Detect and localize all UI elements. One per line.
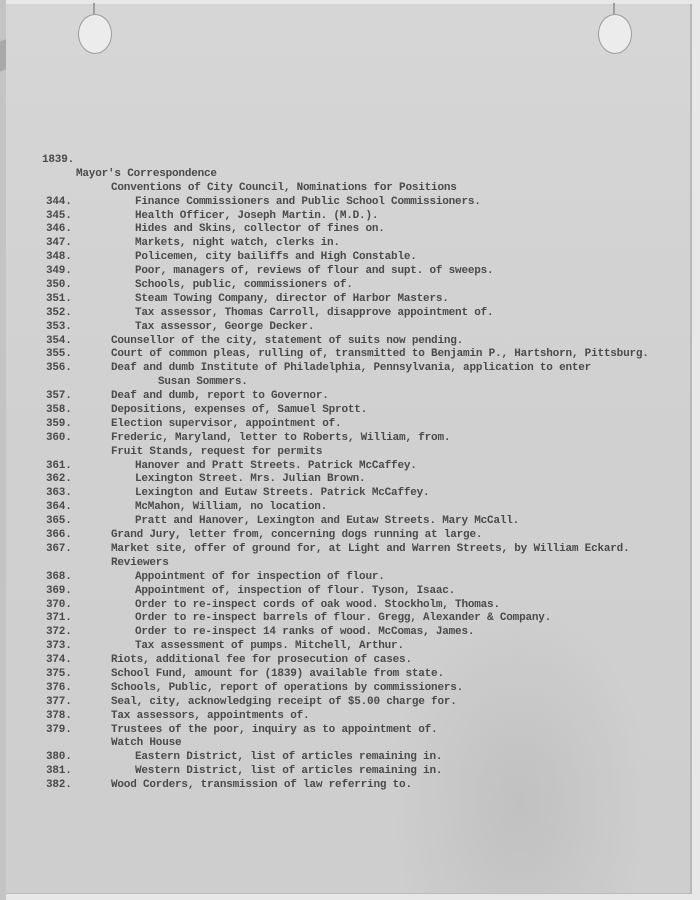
document-year: 1839. [42,154,75,166]
entry-text: Conventions of City Council, Nominations for Positions [111,181,457,194]
entry-line [0,779,700,793]
entry-text: Susan Sommers. [158,376,248,389]
entry-line [0,626,700,640]
entry-line [0,765,700,779]
entry-text: Reviewers [111,556,169,569]
entry-number: 346. [46,223,72,236]
entry-line [0,473,700,487]
entry-text: Wood Corders, transmission of law referring to. [111,779,412,792]
entry-number: 373. [46,640,72,653]
entry-number: 374. [46,654,72,667]
entry-text: Counsellor of the city, statement of suits now pending. [111,334,464,347]
entry-line [0,654,700,668]
entry-text: Hides and Skins, collector of fines on. [135,223,385,236]
entry-number: 366. [46,529,72,542]
entry-text: Depositions, expenses of, Samuel Sprott. [111,404,368,417]
entry-line [0,543,700,557]
entry-text: Market site, offer of ground for, at Light and Warren Streets, by William Eckard. [111,542,630,555]
entry-line [0,612,700,626]
entry-number: 379. [46,723,72,736]
entry-line [0,390,700,404]
entry-text: Seal, city, acknowledging receipt of $5.00 charge for. [111,695,457,708]
entry-number: 370. [46,598,72,611]
entry-number: 378. [46,709,72,722]
entry-line [0,571,700,585]
entry-text: Schools, public, commissioners of. [135,279,353,292]
entry-text: Tax assessor, Thomas Carroll, disapprove appointment of. [135,306,494,319]
entry-line [0,640,700,654]
entry-text: Tax assessor, George Decker. [135,320,315,333]
entry-number: 381. [46,765,72,778]
entry-text: Poor, managers of, reviews of flour and supt. of sweeps. [135,265,494,278]
entry-text: Western District, list of articles remaining in. [135,765,443,778]
section-title-line [0,168,700,182]
entry-text: Steam Towing Company, director of Harbor Masters. [135,292,449,305]
entry-text: Fruit Stands, request for permits [111,445,323,458]
entry-number: 365. [46,515,72,528]
entry-text: School Fund, amount for (1839) available from state. [111,667,444,680]
entry-line [0,710,700,724]
entry-line [0,682,700,696]
entry-line [0,376,700,390]
entry-text: Policemen, city bailiffs and High Constable. [135,251,417,264]
entry-number: 345. [46,209,72,222]
entry-text: Order to re-inspect barrels of flour. Gregg, Alexander & Company. [135,612,552,625]
entry-line [0,348,700,362]
entry-line [0,529,700,543]
entry-text: Election supervisor, appointment of. [111,417,342,430]
entry-text: Markets, night watch, clerks in. [135,237,340,250]
entry-line [0,265,700,279]
entry-number: 353. [46,320,72,333]
entry-text: Watch House [111,737,182,750]
entry-number: 355. [46,348,72,361]
entry-number: 348. [46,251,72,264]
entry-line [0,501,700,515]
entry-number: 354. [46,334,72,347]
entry-text: Deaf and dumb Institute of Philadelphia, Pennsylvania, application to enter [111,362,592,375]
entry-text: Tax assessment of pumps. Mitchell, Arthur. [135,640,404,653]
entry-line [0,404,700,418]
entry-number: 350. [46,279,72,292]
entry-number: 352. [46,306,72,319]
entry-line [0,223,700,237]
entry-text: Court of common pleas, rulling of, transmitted to Benjamin P., Hartshorn, Pittsburg. [111,348,649,361]
entry-line [0,585,700,599]
entry-line [0,515,700,529]
entry-text: Eastern District, list of articles remaining in. [135,751,443,764]
entry-number: 351. [46,292,72,305]
document-body [0,154,700,793]
entry-line [0,362,700,376]
entry-number: 363. [46,487,72,500]
entry-line [0,307,700,321]
entry-line [0,460,700,474]
entry-text: Trustees of the poor, inquiry as to appointment of. [111,723,438,736]
entry-line [0,251,700,265]
entry-text: Appointment of, inspection of flour. Tyson, Isaac. [135,584,456,597]
entry-list [0,182,700,793]
entry-line [0,418,700,432]
entry-number: 360. [46,431,72,444]
year-line [0,154,700,168]
entry-text: Tax assessors, appointments of. [111,709,310,722]
entry-text: Appointment of for inspection of flour. [135,570,385,583]
entry-number: 364. [46,501,72,514]
entry-number: 361. [46,459,72,472]
entry-line [0,751,700,765]
entry-number: 367. [46,542,72,555]
entry-number: 344. [46,195,72,208]
entry-text: Frederic, Maryland, letter to Roberts, William, from. [111,431,451,444]
entry-text: Hanover and Pratt Streets. Patrick McCaffey. [135,459,417,472]
entry-number: 356. [46,362,72,375]
punch-hole-right [598,14,632,54]
entry-number: 369. [46,584,72,597]
entry-number: 372. [46,626,72,639]
entry-line [0,321,700,335]
entry-line [0,557,700,571]
entry-text: Lexington and Eutaw Streets. Patrick McCaffey. [135,487,430,500]
entry-line [0,668,700,682]
entry-text: Health Officer, Joseph Martin. (M.D.). [135,209,379,222]
entry-text: Order to re-inspect cords of oak wood. Stockholm, Thomas. [135,598,500,611]
entry-line [0,293,700,307]
section-title: Mayor's Correspondence [76,167,217,180]
entry-number: 380. [46,751,72,764]
punch-hole-left [78,14,112,54]
entry-line [0,210,700,224]
entry-line [0,487,700,501]
entry-line [0,737,700,751]
entry-text: Schools, Public, report of operations by commissioners. [111,681,464,694]
entry-text: Order to re-inspect 14 ranks of wood. McComas, James. [135,626,475,639]
entry-number: 358. [46,404,72,417]
entry-number: 347. [46,237,72,250]
entry-text: Finance Commissioners and Public School Commissioners. [135,195,481,208]
entry-number: 349. [46,265,72,278]
entry-number: 359. [46,417,72,430]
entry-line [0,432,700,446]
entry-number: 357. [46,390,72,403]
entry-number: 375. [46,667,72,680]
entry-line [0,696,700,710]
entry-text: Riots, additional fee for prosecution of cases. [111,654,412,667]
entry-line [0,237,700,251]
entry-text: Grand Jury, letter from, concerning dogs running at large. [111,529,483,542]
entry-number: 377. [46,695,72,708]
entry-line [0,724,700,738]
entry-text: McMahon, William, no location. [135,501,328,514]
entry-line [0,335,700,349]
entry-line [0,279,700,293]
entry-number: 382. [46,779,72,792]
entry-number: 368. [46,570,72,583]
entry-number: 362. [46,473,72,486]
entry-text: Pratt and Hanover, Lexington and Eutaw Streets. Mary McCall. [135,515,520,528]
entry-number: 376. [46,681,72,694]
entry-text: Lexington Street. Mrs. Julian Brown. [135,473,366,486]
entry-number: 371. [46,612,72,625]
entry-text: Deaf and dumb, report to Governor. [111,390,329,403]
entry-line [0,182,700,196]
entry-line [0,599,700,613]
entry-line [0,446,700,460]
entry-line [0,196,700,210]
